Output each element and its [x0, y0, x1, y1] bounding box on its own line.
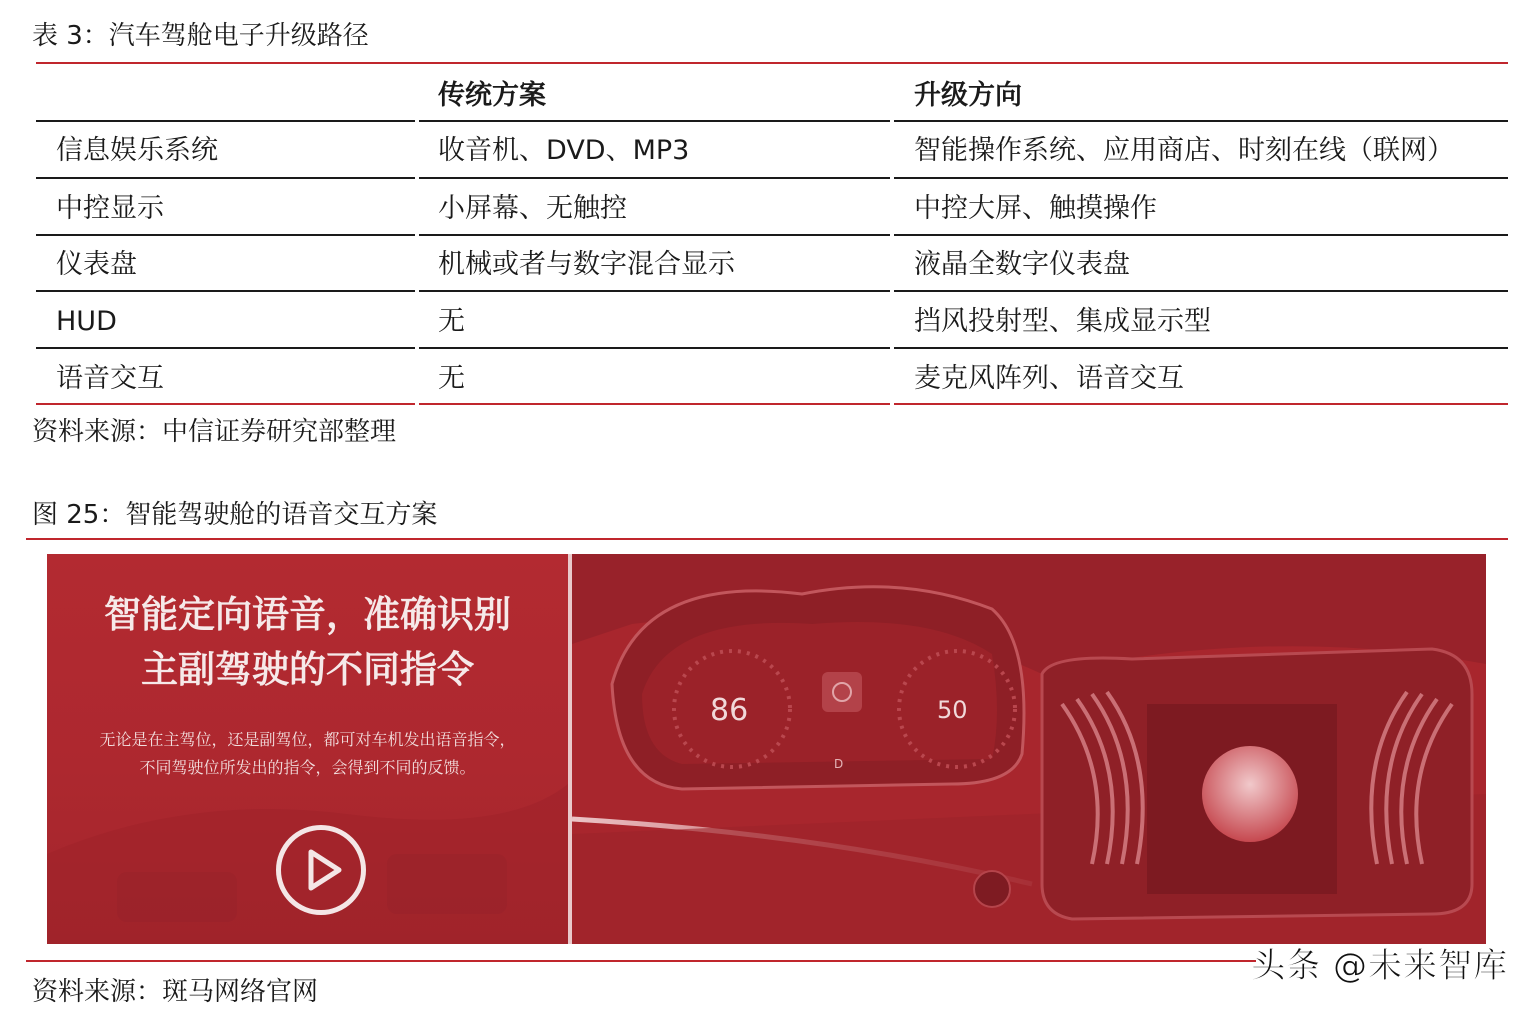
- table-row-5-category: 语音交互: [56, 363, 164, 394]
- table-row-3-category: 仪表盘: [56, 249, 137, 280]
- table-row-2-traditional: 小屏幕、无触控: [438, 193, 627, 224]
- voice-body-line1: 无论是在主驾位，还是副驾位，都可对车机发出语音指令，: [99, 730, 516, 749]
- table-row-rule: [36, 347, 1508, 349]
- table-header-traditional: 传统方案: [438, 80, 546, 111]
- gear-indicator: D: [834, 757, 844, 771]
- table-row-1-category: 信息娱乐系统: [56, 135, 218, 166]
- table-row-4-category: HUD: [56, 306, 117, 337]
- table-row-rule: [36, 234, 1508, 236]
- watermark: 头条 @未来智库: [1251, 946, 1508, 986]
- table-row-1-upgrade: 智能操作系统、应用商店、时刻在线（联网）: [914, 135, 1454, 166]
- figure-source: 资料来源：斑马网络官网: [32, 977, 319, 1007]
- table-caption: 表 3：汽车驾舱电子升级路径: [32, 21, 369, 51]
- dashboard-illustration: [572, 554, 1486, 944]
- column-gutter: [890, 120, 894, 406]
- table-row-5-upgrade: 麦克风阵列、语音交互: [914, 363, 1184, 394]
- table-row-2-category: 中控显示: [56, 193, 164, 224]
- table-row-3-upgrade: 液晶全数字仪表盘: [914, 249, 1130, 280]
- table-row-5-traditional: 无: [438, 363, 465, 394]
- speed-left-readout: 86: [710, 693, 749, 728]
- table-bottom-rule: [36, 403, 1508, 405]
- table-row-rule: [36, 177, 1508, 179]
- voice-headline-line1: 智能定向语音，准确识别: [104, 593, 511, 636]
- speed-right-readout: 50: [937, 696, 968, 724]
- voice-promo-panel: [47, 554, 568, 944]
- voice-body-line2: 不同驾驶位所发出的指令，会得到不同的反馈。: [139, 758, 476, 777]
- dashboard-photo: [572, 554, 1486, 944]
- figure-top-rule: [26, 538, 1508, 540]
- play-icon: [281, 830, 361, 910]
- table-row-rule: [36, 290, 1508, 292]
- table-source: 资料来源：中信证券研究部整理: [32, 417, 397, 447]
- table-row-3-traditional: 机械或者与数字混合显示: [438, 249, 735, 280]
- figure-bottom-rule: [26, 960, 1256, 962]
- table-header-rule: [36, 120, 1508, 122]
- table-header-upgrade: 升级方向: [914, 80, 1022, 111]
- column-gutter: [415, 120, 419, 406]
- table-row-4-traditional: 无: [438, 306, 465, 337]
- table-top-rule: [36, 62, 1508, 64]
- table-row-1-traditional: 收音机、DVD、MP3: [438, 135, 690, 166]
- figure-caption: 图 25：智能驾驶舱的语音交互方案: [32, 500, 438, 530]
- voice-headline-line2: 主副驾驶的不同指令: [141, 648, 474, 691]
- table-row-4-upgrade: 挡风投射型、集成显示型: [914, 306, 1211, 337]
- play-circle-icon[interactable]: [276, 825, 366, 915]
- table-row-2-upgrade: 中控大屏、触摸操作: [914, 193, 1157, 224]
